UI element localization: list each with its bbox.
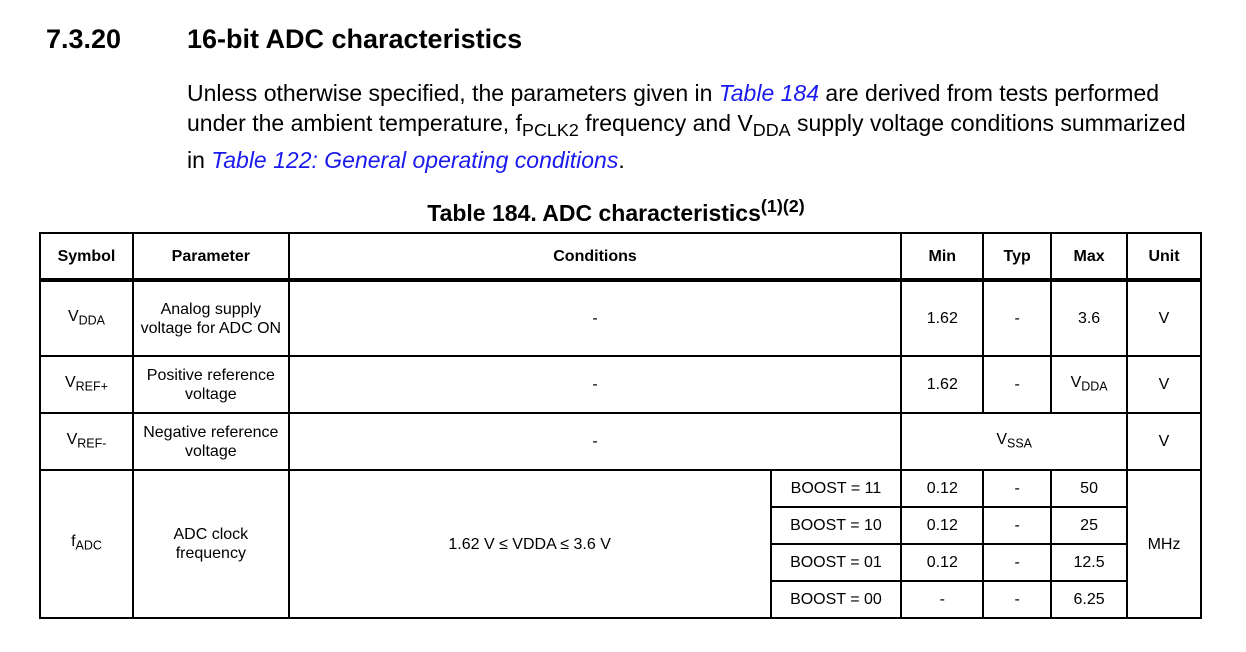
symbol-cell	[40, 356, 133, 413]
symbol-sub: REF+	[75, 379, 108, 394]
intro-text: are derived from tests performed under the ambient temperature, f	[187, 80, 1160, 136]
max-main: V	[1070, 373, 1082, 391]
section-title: 16-bit ADC characteristics	[187, 24, 523, 54]
min-cell: 0.12	[901, 544, 983, 581]
max-cell	[1051, 356, 1127, 413]
table-row-fadc-boost-11	[40, 470, 1201, 507]
fclk-subscript: PCLK2	[521, 120, 579, 141]
symbol-main: V	[66, 430, 78, 448]
min-cell: -	[901, 581, 983, 618]
table-caption	[0, 196, 1232, 227]
value-sub: SSA	[1007, 436, 1032, 451]
intro-text: Unless otherwise specified, the parameters given in	[187, 80, 719, 106]
conditions-cell: -	[289, 413, 902, 470]
table-184-link[interactable]: Table 184	[718, 80, 820, 106]
parameter-cell: Positive reference voltage	[133, 356, 289, 413]
unit-cell: V	[1127, 280, 1201, 356]
symbol-main: V	[65, 373, 76, 391]
header-unit: Unit	[1127, 233, 1201, 280]
symbol-sub: ADC	[75, 538, 102, 553]
min-cell: 1.62	[901, 356, 983, 413]
unit-cell: V	[1127, 413, 1201, 470]
symbol-cell	[40, 470, 133, 618]
table-header-row	[40, 233, 1201, 280]
max-cell: 12.5	[1051, 544, 1127, 581]
intro-paragraph	[187, 78, 1187, 175]
table-row-vref-plus	[40, 356, 1201, 413]
typ-cell: -	[983, 470, 1051, 507]
symbol-main: V	[67, 307, 79, 325]
min-cell: 1.62	[901, 280, 983, 356]
header-max: Max	[1051, 233, 1127, 280]
typ-cell: -	[983, 507, 1051, 544]
value-cell	[901, 413, 1127, 470]
symbol-main: f	[71, 533, 76, 551]
boost-mode-cell: BOOST = 00	[771, 581, 902, 618]
symbol-sub: REF-	[77, 436, 107, 451]
parameter-cell: Negative reference voltage	[133, 413, 289, 470]
table-caption-notes: (1)(2)	[760, 196, 805, 216]
unit-cell: MHz	[1127, 470, 1201, 618]
intro-text: supply voltage conditions summarized in	[187, 110, 1186, 174]
max-cell: 50	[1051, 470, 1127, 507]
max-cell: 6.25	[1051, 581, 1127, 618]
conditions-cell: -	[289, 356, 902, 413]
table-122-link[interactable]: Table 122: General operating conditions	[211, 147, 619, 174]
max-cell: 25	[1051, 507, 1127, 544]
boost-mode-cell: BOOST = 10	[771, 507, 902, 544]
symbol-sub: DDA	[78, 313, 105, 328]
header-conditions: Conditions	[289, 233, 902, 280]
vdda-subscript: DDA	[752, 120, 791, 141]
boost-mode-cell: BOOST = 01	[771, 544, 902, 581]
max-cell: 3.6	[1051, 280, 1127, 356]
adc-characteristics-table	[39, 232, 1202, 619]
header-parameter: Parameter	[133, 233, 289, 280]
header-symbol: Symbol	[40, 233, 133, 280]
section-number: 7.3.20	[46, 24, 122, 54]
value-main: V	[996, 430, 1008, 448]
typ-cell: -	[983, 356, 1051, 413]
conditions-cell: -	[289, 280, 902, 356]
intro-text: frequency and V	[578, 110, 753, 136]
unit-cell: V	[1127, 356, 1201, 413]
header-typ: Typ	[983, 233, 1051, 280]
typ-cell: -	[983, 280, 1051, 356]
conditions-cell: 1.62 V ≤ VDDA ≤ 3.6 V	[289, 470, 771, 618]
min-cell: 0.12	[901, 470, 983, 507]
boost-mode-cell: BOOST = 11	[771, 470, 902, 507]
typ-cell: -	[983, 581, 1051, 618]
max-sub: DDA	[1081, 379, 1108, 394]
intro-text: .	[618, 147, 625, 174]
symbol-cell	[40, 280, 133, 356]
parameter-cell: ADC clock frequency	[133, 470, 289, 618]
min-cell: 0.12	[901, 507, 983, 544]
parameter-cell: Analog supply voltage for ADC ON	[133, 280, 289, 356]
typ-cell: -	[983, 544, 1051, 581]
table-row-vdda	[40, 280, 1201, 356]
header-min: Min	[901, 233, 983, 280]
symbol-cell	[40, 413, 133, 470]
table-row-vref-minus	[40, 413, 1201, 470]
table-caption-title: Table 184. ADC characteristics	[427, 199, 761, 226]
